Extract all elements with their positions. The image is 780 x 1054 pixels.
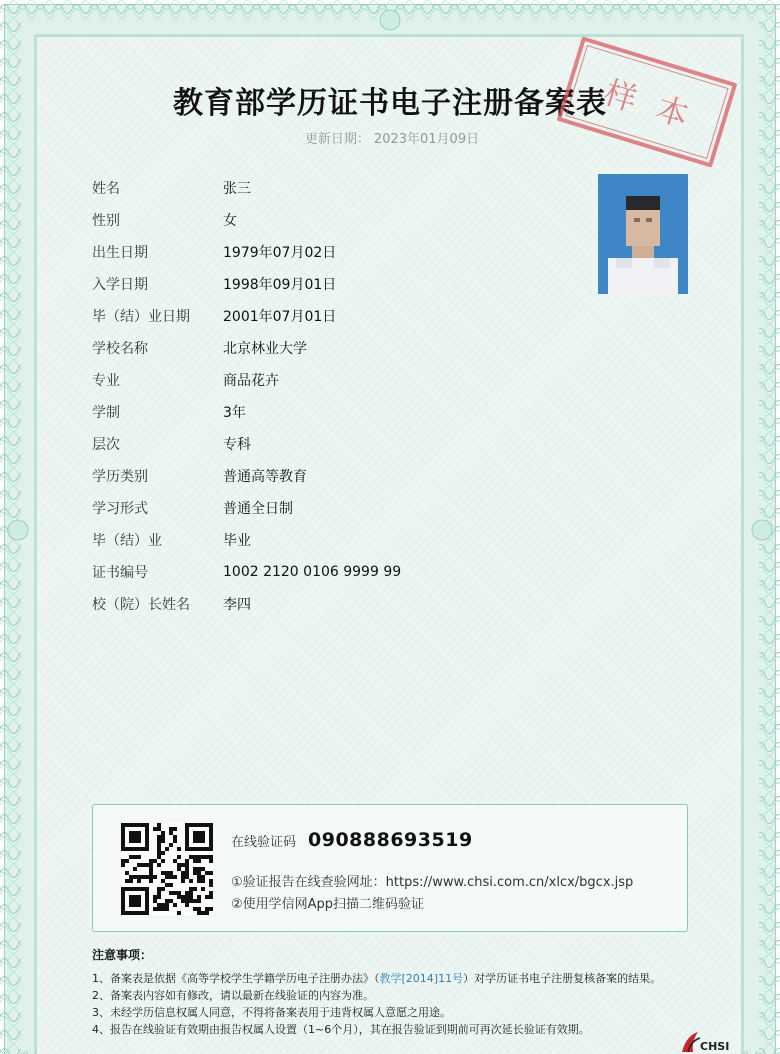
info-row-duration (92, 396, 572, 428)
page-title: 教育部学历证书电子注册备案表 (173, 86, 607, 121)
info-row-birthdate (92, 236, 572, 268)
field-value: 北京林业大学 (223, 341, 307, 357)
field-label: 学制 (92, 405, 120, 421)
field-value: 专科 (223, 437, 251, 453)
field-label: 毕（结）业日期 (92, 309, 190, 325)
field-label: 性别 (92, 213, 120, 229)
info-row-level (92, 428, 572, 460)
info-row-certificate-no (92, 556, 572, 588)
qr-code-icon[interactable] (121, 823, 213, 915)
field-value: 1979年07月02日 (223, 245, 337, 261)
update-date-label: 更新日期： (304, 132, 370, 147)
note-1-suffix: ）对学历证书电子注册复核备案的结果。 (463, 972, 662, 985)
field-label: 校（院）长姓名 (92, 597, 190, 613)
field-label: 学习形式 (92, 501, 148, 517)
info-row-name (92, 172, 572, 204)
field-value: 1002 2120 0106 9999 99 (223, 564, 402, 580)
field-value: 毕业 (223, 533, 251, 549)
note-item-1 (92, 970, 692, 987)
info-row-school (92, 332, 572, 364)
verification-box (92, 804, 688, 932)
note-item-2: 2、备案表内容如有修改，请以最新在线验证的内容为准。 (92, 989, 374, 1002)
field-label: 证书编号 (92, 565, 148, 581)
notes-list (92, 970, 692, 1038)
student-photo (598, 174, 688, 294)
field-value: 2001年07月01日 (223, 309, 337, 325)
field-value: 1998年09月01日 (223, 277, 337, 293)
field-label: 学校名称 (92, 341, 148, 357)
field-value: 3年 (223, 405, 246, 421)
field-label: 专业 (92, 373, 120, 389)
verification-code-label: 在线验证码 (231, 835, 297, 850)
info-row-president (92, 588, 572, 620)
field-value: 普通高等教育 (223, 469, 307, 485)
note-item-4: 4、报告在线验证有效期由报告权属人设置（1~6个月），其在报告验证到期前可再次延长验证有效期。 (92, 1023, 590, 1036)
info-table (92, 172, 572, 620)
photo-portrait-image (598, 174, 688, 294)
field-value: 普通全日制 (223, 501, 293, 517)
verification-url-tip: ①验证报告在线查验网址：https://www.chsi.com.cn/xlcx/bgcx.jsp (231, 875, 634, 890)
field-label: 学历类别 (92, 469, 148, 485)
chsi-logo-text: CHSI (700, 1040, 730, 1053)
field-label: 入学日期 (92, 277, 148, 293)
info-row-major (92, 364, 572, 396)
field-value: 张三 (223, 181, 251, 197)
field-label: 姓名 (92, 181, 120, 197)
notes-title: 注意事项： (92, 948, 153, 962)
info-row-study-form (92, 492, 572, 524)
field-value: 女 (223, 213, 237, 229)
field-value: 李四 (223, 597, 251, 613)
update-date-value: 2023年01月09日 (373, 132, 480, 147)
note-1-prefix: 1、备案表是依据《高等学校学生学籍学历电子注册办法》（ (92, 972, 380, 985)
regulation-link[interactable]: 教学[2014]11号 (379, 972, 464, 985)
field-label: 出生日期 (92, 245, 148, 261)
note-item-3: 3、未经学历信息权属人同意，不得将备案表用于违背权属人意愿之用途。 (92, 1006, 451, 1019)
field-label: 层次 (92, 437, 120, 453)
info-row-gender (92, 204, 572, 236)
verification-code-value: 090888693519 (308, 829, 473, 851)
field-value: 商品花卉 (223, 373, 279, 389)
verification-code-line (231, 829, 473, 851)
info-row-graduation-date (92, 300, 572, 332)
info-row-category (92, 460, 572, 492)
info-row-enroll-date (92, 268, 572, 300)
stamp-text: 样本 (599, 73, 715, 142)
verification-app-tip: ②使用学信网App扫描二维码验证 (231, 897, 425, 912)
info-row-completion (92, 524, 572, 556)
field-label: 毕（结）业 (92, 533, 162, 549)
